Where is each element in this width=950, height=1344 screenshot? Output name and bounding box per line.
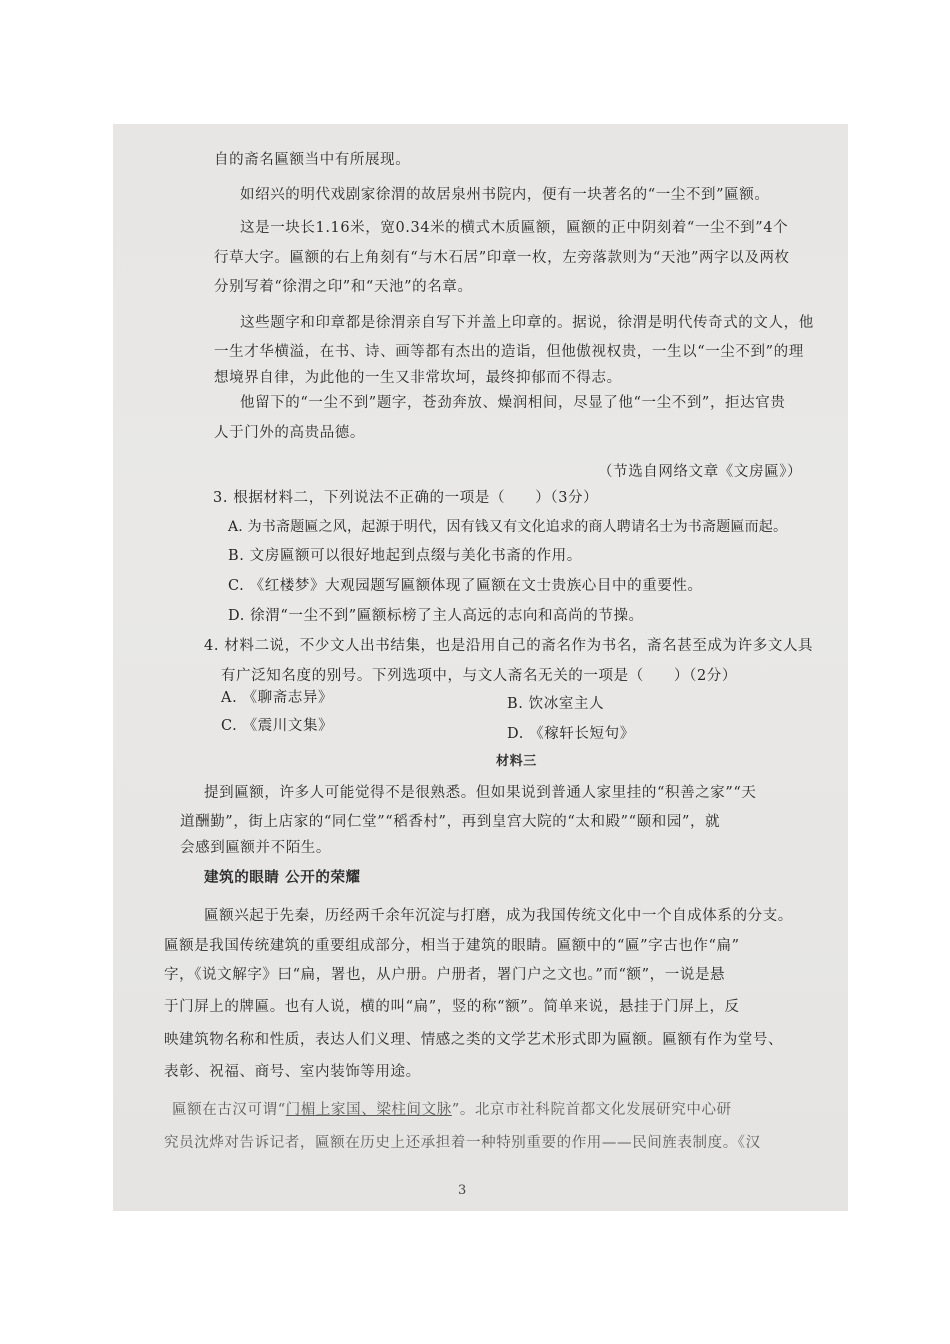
question-4-option-a: A. 《聊斋志异》 [221, 690, 334, 706]
paragraph-line: 人于门外的高贵品德。 [214, 425, 365, 441]
question-3-option-c: C. 《红楼梦》大观园题写匾额体现了匾额在文士贵族心目中的重要性。 [228, 578, 703, 594]
subheading: 建筑的眼睛 公开的荣耀 [204, 869, 361, 886]
paragraph-line: 会感到匾额并不陌生。 [180, 840, 331, 856]
paragraph-line: 道酬勤”，街上店家的“同仁堂”“稻香村”，再到皇宫大院的“太和殿”“颐和园”，就 [180, 814, 721, 830]
underlined-phrase: 门楣上家国、梁柱间文脉 [285, 1102, 452, 1118]
paragraph-line: 自的斋名匾额当中有所展现。 [214, 152, 411, 168]
paragraph-line: 表彰、祝福、商号、室内装饰等用途。 [164, 1064, 421, 1080]
paragraph-line: 提到匾额，许多人可能觉得不是很熟悉。但如果说到普通人家里挂的“积善之家”“天 [204, 785, 757, 801]
question-4-option-d: D. 《稼轩长短句》 [507, 726, 635, 742]
page-number: 3 [458, 1183, 467, 1198]
paragraph-line: 如绍兴的明代戏剧家徐渭的故居泉州书院内，便有一块著名的“一尘不到”匾额。 [240, 187, 770, 203]
question-3-option-d: D. 徐渭“一尘不到”匾额标榜了主人高远的志向和高尚的节操。 [228, 608, 644, 624]
paragraph-line: 匾额是我国传统建筑的重要组成部分，相当于建筑的眼睛。匾额中的“匾”字古也作“扁” [164, 938, 740, 954]
question-3-stem: 3. 根据材料二，下列说法不正确的一项是（ ）（3分） [213, 490, 599, 506]
paragraph-line: 这些题字和印章都是徐渭亲自写下并盖上印章的。据说，徐渭是明代传奇式的文人，他 [240, 315, 814, 331]
paragraph-line: 分别写着“徐渭之印”和“天池”的名章。 [214, 279, 473, 295]
paragraph-line: 究员沈烨对告诉记者，匾额在历史上还承担着一种特别重要的作用——民间旌表制度。《汉 [164, 1135, 761, 1151]
paragraph-line [172, 1100, 732, 1120]
paragraph-line: 这是一块长1.16米，宽0.34米的横式木质匾额，匾额的正中阴刻着“一尘不到”4个 [240, 220, 789, 236]
paragraph-line: 匾额兴起于先秦，历经两千余年沉淀与打磨，成为我国传统文化中一个自成体系的分支。 [204, 908, 793, 924]
question-3-option-a: A. 为书斋题匾之风，起源于明代，因有钱又有文化追求的商人聘请名士为书斋题匾而起。 [228, 519, 788, 535]
paragraph-line: 于门屏上的牌匾。也有人说，横的叫“扁”，竖的称“额”。简单来说，悬挂于门屏上，反 [164, 999, 740, 1015]
text-run: 匾额在古汉可谓“ [172, 1102, 286, 1118]
question-4-stem: 4. 材料二说，不少文人出书结集，也是沿用自己的斋名作为书名，斋名甚至成为许多文人具 [204, 638, 814, 654]
section-heading: 材料三 [496, 754, 537, 769]
question-4-option-c: C. 《震川文集》 [221, 718, 334, 734]
paragraph-line: 映建筑物名称和性质，表达人们义理、情感之类的文学艺术形式即为匾额。匾额有作为堂号、 [164, 1032, 784, 1048]
paragraph-line: 一生才华横溢，在书、诗、画等都有杰出的造诣，但他傲视权贵，一生以“一尘不到”的理 [214, 344, 804, 360]
paragraph-line: 想境界自律，为此他的一生又非常坎坷，最终抑郁而不得志。 [214, 370, 622, 386]
source-citation: （节选自网络文章《文房匾》） [598, 464, 803, 480]
text-run: ”。北京市社科院首都文化发展研究中心研 [451, 1102, 732, 1118]
paragraph-line: 字，《说文解字》曰“扁，署也，从户册。户册者，署门户之文也。”而“额”，一说是悬 [164, 967, 726, 983]
question-4-option-b: B. 饮冰室主人 [507, 696, 605, 712]
paragraph-line: 行草大字。匾额的右上角刻有“与木石居”印章一枚，左旁落款则为“天池”两字以及两枚 [214, 250, 790, 266]
question-3-option-b: B. 文房匾额可以很好地起到点缀与美化书斋的作用。 [228, 548, 582, 564]
paragraph-line: 他留下的“一尘不到”题字，苍劲奔放、燥润相间，尽显了他“一尘不到”，拒达官贵 [240, 395, 786, 411]
question-4-stem: 有广泛知名度的别号。下列选项中，与文人斋名无关的一项是（ ）（2分） [221, 668, 737, 684]
